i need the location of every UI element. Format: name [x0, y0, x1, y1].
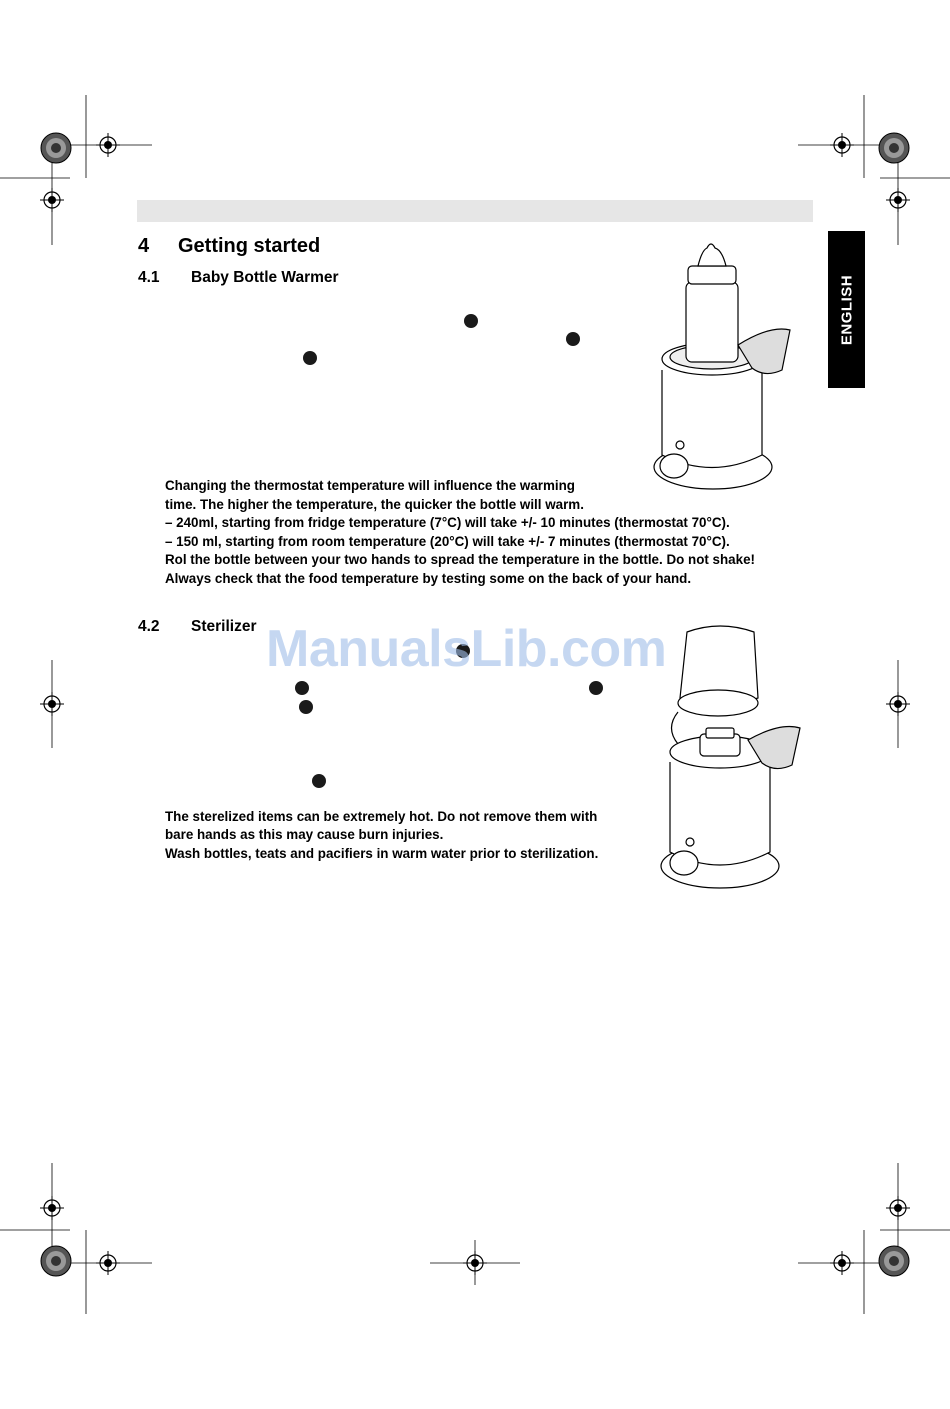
section-title: Getting started [178, 235, 321, 257]
bullet-dot [464, 314, 478, 328]
note-line: Rol the bottle between your two hands to spread the temperature in the bottle. Do not shake! [165, 552, 755, 567]
note-line: bare hands as this may cause burn injuries. [165, 827, 444, 842]
note-line: – 240ml, starting from fridge temperature (7°C) will take +/- 10 minutes (thermostat 70°C). [165, 515, 730, 530]
bullet-dot [589, 681, 603, 695]
note-line: – 150 ml, starting from room temperature (20°C) will take +/- 7 minutes (thermostat 70°C). [165, 534, 730, 549]
header-bar [137, 200, 813, 222]
subsection-title-4-2: Sterilizer [191, 618, 257, 635]
section-number: 4 [138, 235, 150, 257]
note-line: Wash bottles, teats and pacifiers in warm water prior to sterilization. [165, 846, 599, 861]
language-tab [828, 231, 865, 388]
bullet-dot [312, 774, 326, 788]
language-tab-label: ENGLISH [838, 274, 855, 345]
bullet-dot [566, 332, 580, 346]
bullet-dot [295, 681, 309, 695]
note-line: time. The higher the temperature, the quicker the bottle will warm. [165, 497, 584, 512]
subsection-title-4-1: Baby Bottle Warmer [191, 269, 339, 286]
bullet-dot [303, 351, 317, 365]
subsection-number-4-1: 4.1 [138, 269, 160, 286]
subsection-number-4-2: 4.2 [138, 618, 160, 635]
watermark: ManualsLib.com [266, 620, 667, 678]
note-line: Always check that the food temperature by testing some on the back of your hand. [165, 571, 692, 586]
bullet-dot [299, 700, 313, 714]
note-line: The sterelized items can be extremely hot. Do not remove them with [165, 809, 598, 824]
note-line: Changing the thermostat temperature will influence the warming [165, 478, 575, 493]
